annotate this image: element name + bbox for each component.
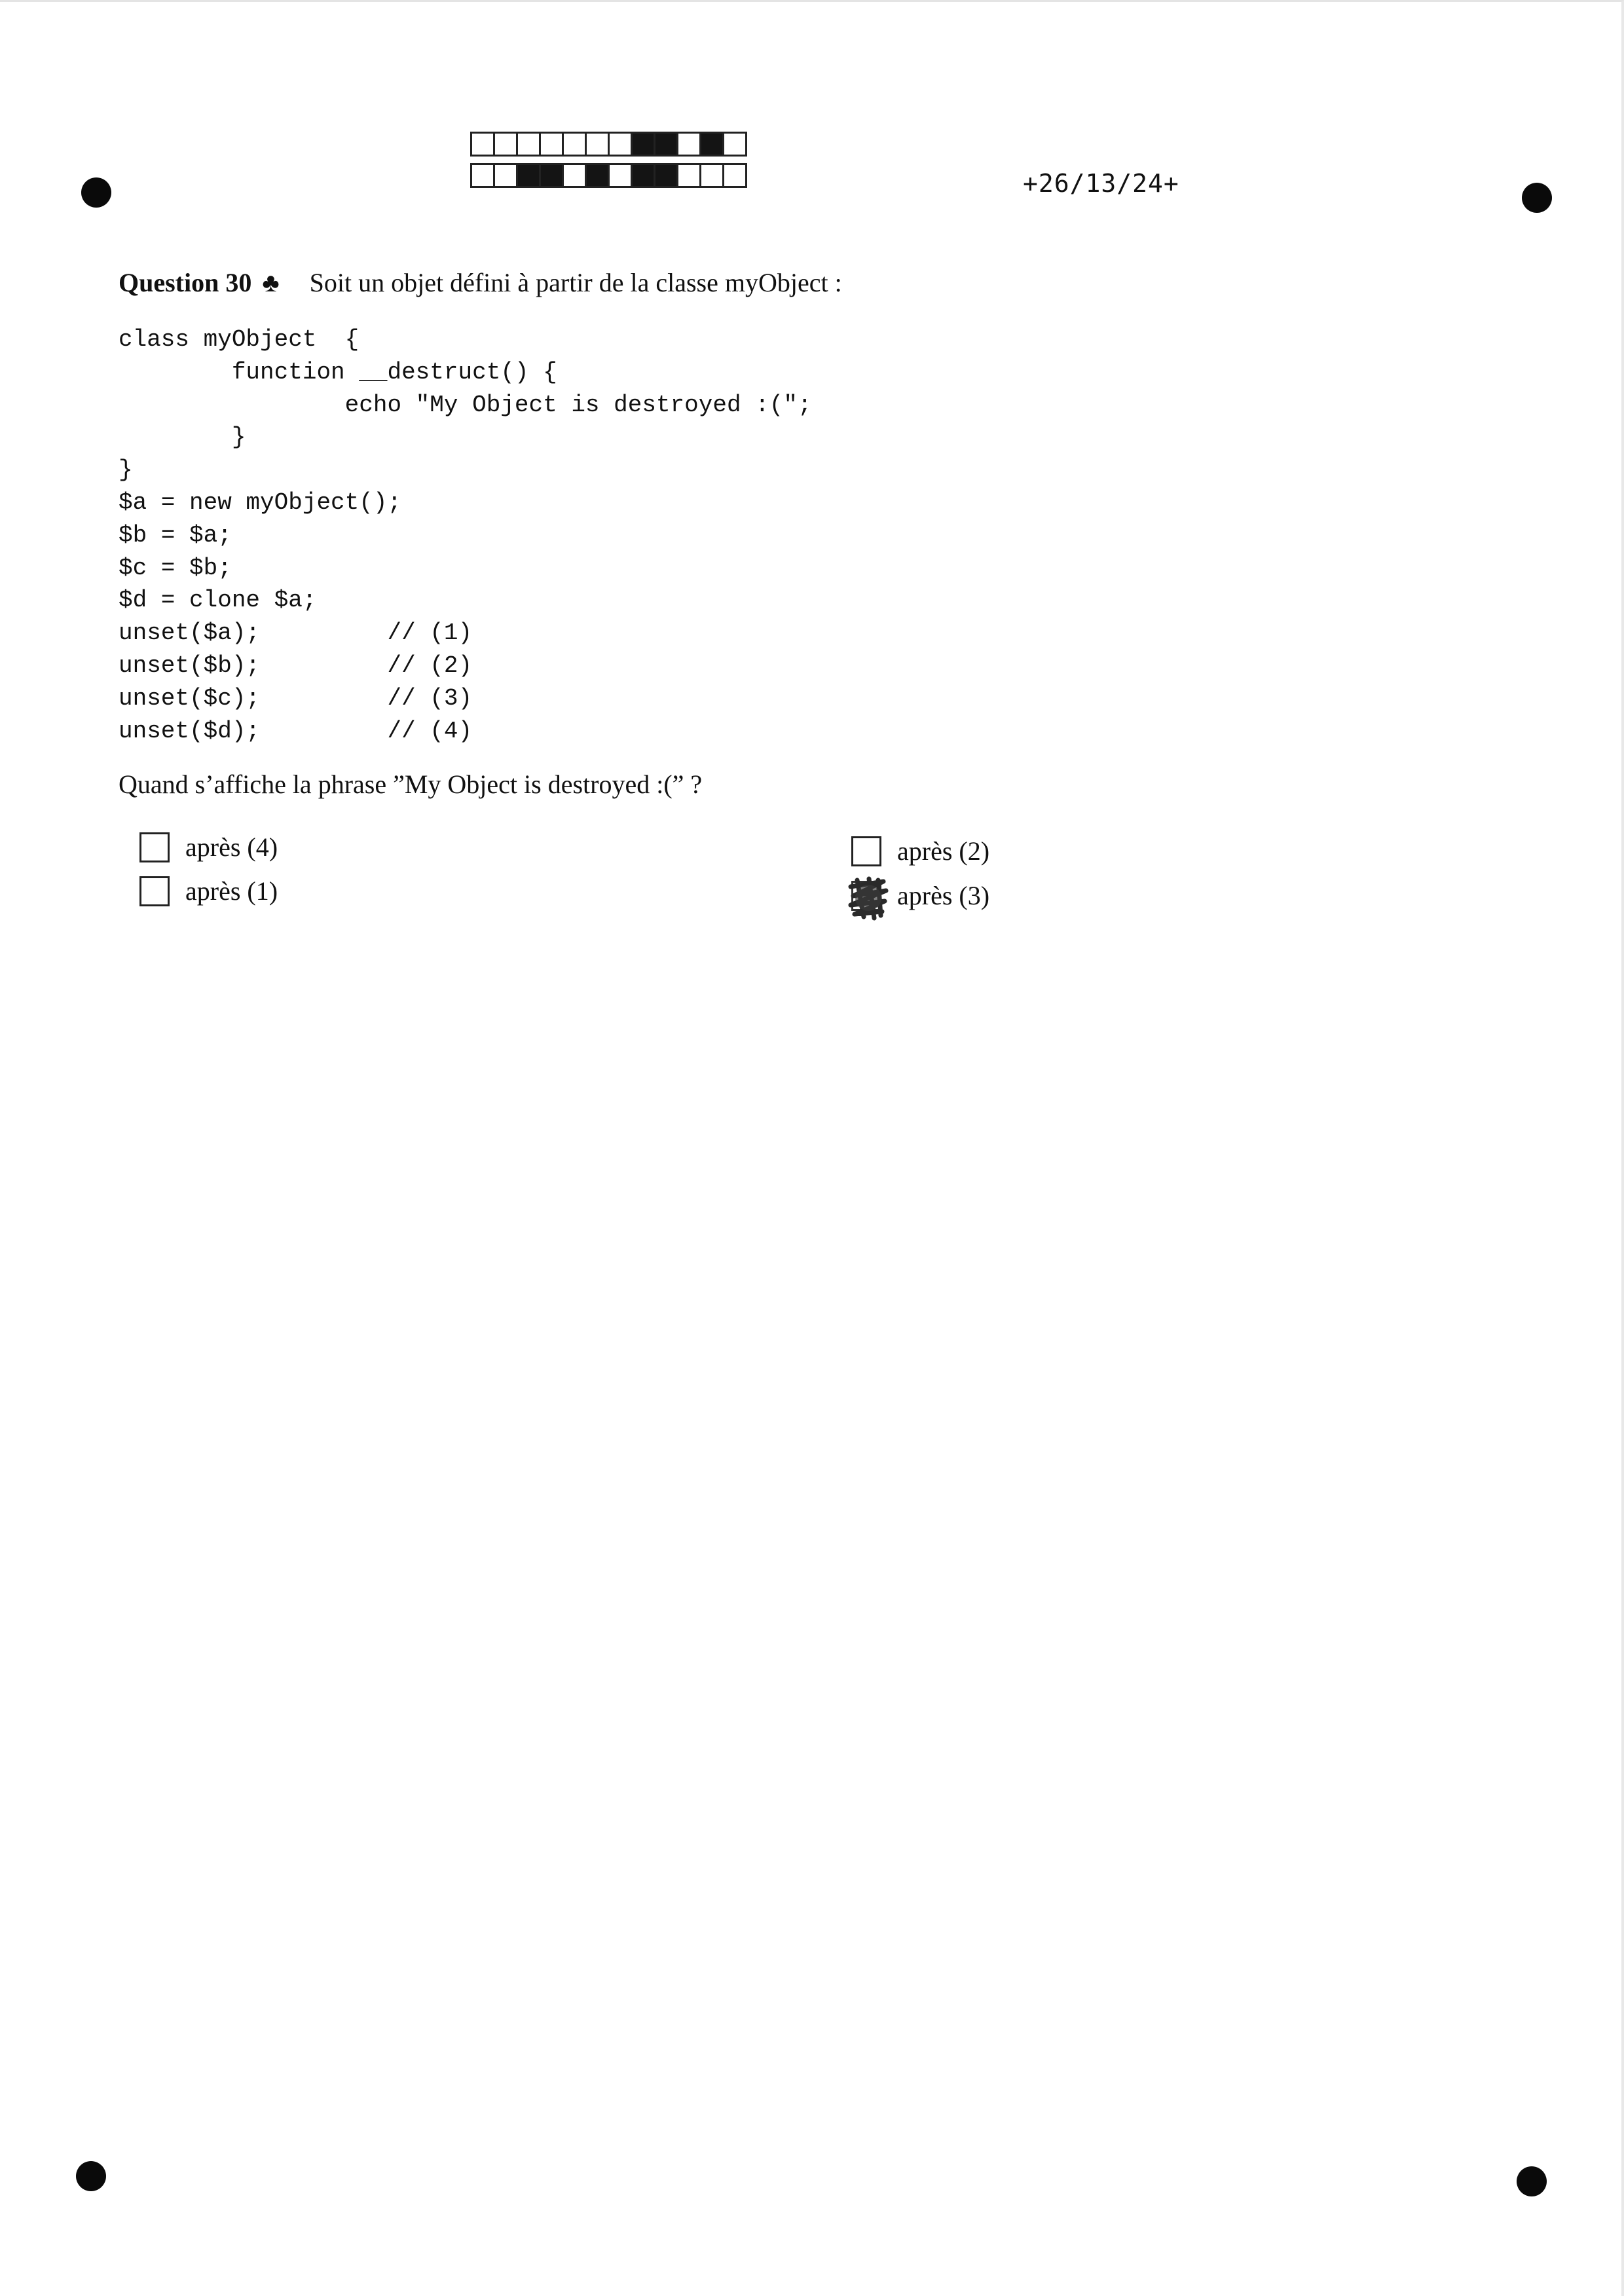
- answer-option-2[interactable]: [851, 836, 989, 866]
- page-id-label: +26/13/24+: [1023, 169, 1179, 198]
- club-icon: ♣: [262, 268, 280, 297]
- question-intro: Soit un objet défini à partir de la classe myObject :: [309, 268, 842, 297]
- barcode-cell-empty: [676, 132, 701, 157]
- answer-checkbox-marked[interactable]: [851, 881, 881, 911]
- barcode-row-2: [470, 163, 747, 188]
- answer-label: après (2): [897, 836, 990, 866]
- answer-checkbox[interactable]: [139, 832, 170, 862]
- code-line: }: [119, 424, 246, 451]
- barcode-cell-empty: [562, 132, 587, 157]
- answer-option-3[interactable]: [851, 880, 989, 911]
- barcode-cell-empty: [699, 163, 724, 188]
- page-id-barcode: [470, 132, 747, 194]
- answer-checkbox[interactable]: [851, 836, 881, 866]
- barcode-cell-filled: [654, 163, 678, 188]
- barcode-cell-empty: [562, 163, 587, 188]
- barcode-cell-empty: [722, 132, 747, 157]
- registration-mark-top-left: [81, 177, 111, 208]
- code-line: $c = $b;: [119, 554, 232, 582]
- code-line: echo "My Object is destroyed :(";: [119, 391, 812, 418]
- barcode-cell-empty: [722, 163, 747, 188]
- barcode-cell-empty: [470, 163, 495, 188]
- barcode-cell-empty: [470, 132, 495, 157]
- registration-mark-bottom-left: [76, 2161, 106, 2191]
- question-prompt: Quand s’affiche la phrase ”My Object is destroyed :(” ?: [119, 769, 703, 799]
- question-header: [119, 267, 842, 298]
- barcode-cell-empty: [585, 132, 610, 157]
- code-line: unset($c); // (3): [119, 684, 473, 712]
- barcode-cell-empty: [516, 132, 541, 157]
- barcode-cell-filled: [631, 163, 655, 188]
- barcode-cell-filled: [699, 132, 724, 157]
- barcode-cell-filled: [585, 163, 610, 188]
- registration-mark-top-right: [1522, 183, 1552, 213]
- code-line: unset($d); // (4): [119, 717, 473, 745]
- barcode-cell-filled: [539, 163, 564, 188]
- barcode-cell-filled: [654, 132, 678, 157]
- code-line: $b = $a;: [119, 521, 232, 549]
- barcode-cell-empty: [676, 163, 701, 188]
- barcode-cell-filled: [631, 132, 655, 157]
- barcode-row-1: [470, 132, 747, 157]
- code-line: unset($a); // (1): [119, 620, 473, 647]
- code-line: function __destruct() {: [119, 358, 557, 386]
- code-line: }: [119, 456, 133, 484]
- registration-mark-bottom-right: [1517, 2166, 1547, 2196]
- question-number: Question 30: [119, 268, 252, 297]
- barcode-cell-empty: [608, 132, 633, 157]
- code-line: $a = new myObject();: [119, 489, 402, 516]
- code-line: class myObject {: [119, 326, 360, 353]
- barcode-cell-empty: [493, 163, 518, 188]
- barcode-cell-empty: [539, 132, 564, 157]
- answer-label: après (3): [897, 881, 990, 910]
- answer-label: après (1): [185, 876, 278, 906]
- answer-option-1[interactable]: [139, 876, 278, 906]
- code-listing: [119, 324, 812, 747]
- code-line: $d = clone $a;: [119, 587, 317, 614]
- answer-option-4[interactable]: [139, 832, 278, 862]
- barcode-cell-empty: [608, 163, 633, 188]
- code-line: unset($b); // (2): [119, 652, 473, 679]
- pen-scribble-icon: [844, 874, 893, 922]
- barcode-cell-empty: [493, 132, 518, 157]
- barcode-cell-filled: [516, 163, 541, 188]
- answer-checkbox[interactable]: [139, 876, 170, 906]
- answer-label: après (4): [185, 832, 278, 862]
